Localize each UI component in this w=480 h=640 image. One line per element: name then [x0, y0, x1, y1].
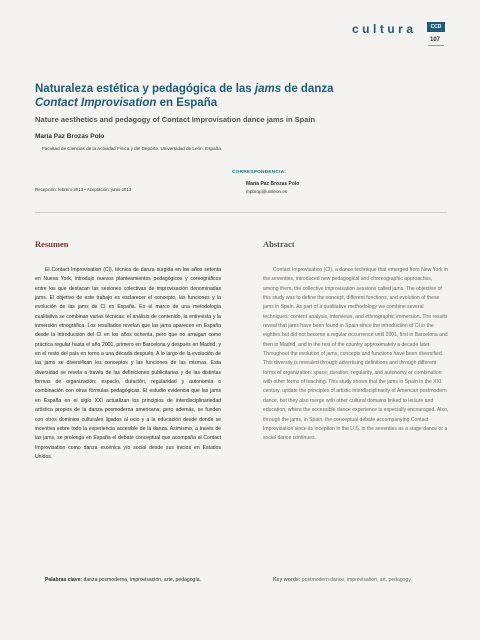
correspondence-label: CORRESPONDENCIA:: [232, 170, 287, 175]
title-part2: de danza: [281, 83, 334, 95]
keywords-en: [263, 576, 449, 585]
journal-section-title: cultura: [352, 22, 417, 36]
abstract-text: Contact Improvisation (CI), a dance technique that emerged from New York in the seventies, introduced new pedagogical and choreographic approaches, among them, the collective improvisation sessions called jams. The objective of this study was to define the concept, different functions, and evolution of these jams in Spain. As part of a qualitative methodology we combine several techniques: content analysis, interviews, and ethnographic immersion. The results reveal that jams have been found in Spain since the introduction of CI in the eighties but did not become a regular occurrence until 2001, first in Barcelona and then in Madrid, and in the rest of the country approximately a decade later. Throughout the evolution of jams, concepts and functions have been diversified. This diversity is revealed through advertising definitions and through different forms of organization: space, duration, regularity, and autonomy or combination with other forms of teaching. This study shows that the jams in Spain in the XXI century, update the principles of artistic interdisciplinarity of American postmodern dance, but they also merge with other cultural domains linked to leisure and education, where the accessible dance experience is especially encouraged. Also, through the jams, in Spain, the conceptual debate accompanying Contact Improvisation since its inception in the U.S. in the seventies as a stage dance or a social dance continues.: [263, 267, 449, 442]
keywords-en-label: Key words:: [273, 577, 301, 583]
author-affiliation: Facultad de Ciencias de la Actividad Física y del Deporte. Universidad de León. España.: [42, 146, 223, 151]
page-number-underline: [428, 45, 444, 46]
abstract-heading: Abstract: [263, 239, 295, 249]
title-line2-rest: en España: [156, 97, 218, 109]
correspondence-email: mpbrop@unileon.es: [246, 189, 288, 194]
resumen-text: El Contact Improvisation (CI), técnica de danza surgida en los años setenta en Nueva York, introdujo nuevos planteamientos pedagógicos y coreográficos entre los que destacan las sesiones colectivas de improvisación denominadas jams. El objetivo de este trabajo es esclarecer el concepto, las funciones y la evolución de las jams de CI en España. En el marco de una metodología cualitativa se combinan varias técnicas: el análisis de contenido, la entrevista y la inmersión etnográfica. Los resultados revelan que las jams aparecen en España desde la introducción del CI en los años ochenta, pero que no arraigan como práctica regular hasta el año 2001, primero en Barcelona y después en Madrid, y en el resto del país en torno a una década después. A lo largo de la evolución de las jams se diversifican los conceptos y las funciones de las mismas. Esta diversidad se revela a través de las definiciones publicitarias y de las distintas formas de organización: espacio, duración, regularidad y autonomía o combinación con otras fórmulas pedagógicas. El estudio evidencia que las jams en España en el siglo XXI actualizan los principios de interdisciplinariedad artística propios de la danza posmoderna americana; pero además, se funden con otros dominios culturales ligados al ocio y a la educación desde donde se incentiva sobre todo la experiencia accesible de la danza. Asimismo, a través de las jams, se prolonga en España el debate conceptual que acompaña al Contact Improvisation como danza escénica y/o social desde sus inicios en Estados Unidos.: [35, 267, 221, 460]
english-title: Nature aesthetics and pedagogy of Contact Improvisation dance jams in Spain: [35, 115, 316, 124]
keywords-es-values: danza posmoderna, improvisación, arte, pedagogía.: [82, 577, 202, 583]
journal-badge: CCD: [427, 22, 445, 32]
title-jams: jams: [254, 83, 282, 95]
correspondence-name: María Paz Brozas Polo: [246, 181, 300, 187]
article-title: [35, 82, 455, 110]
resumen-heading: Resumen: [35, 239, 69, 249]
page-number: 107: [430, 37, 441, 43]
section-divider: [35, 212, 447, 213]
keywords-es: [35, 576, 221, 585]
reception-dates: Recepción: febrero 2013 • Aceptación: junio 2013: [35, 187, 132, 192]
keywords-en-values: postmodern dance, improvisation, art, pedagogy.: [300, 577, 412, 583]
keywords-es-label: Palabras clave:: [45, 577, 83, 583]
author-name: María Paz Brozas Polo: [35, 133, 105, 140]
title-part1: Naturaleza estética y pedagógica de las: [35, 83, 255, 95]
title-line2-italic: Contact Improvisation: [35, 97, 157, 109]
